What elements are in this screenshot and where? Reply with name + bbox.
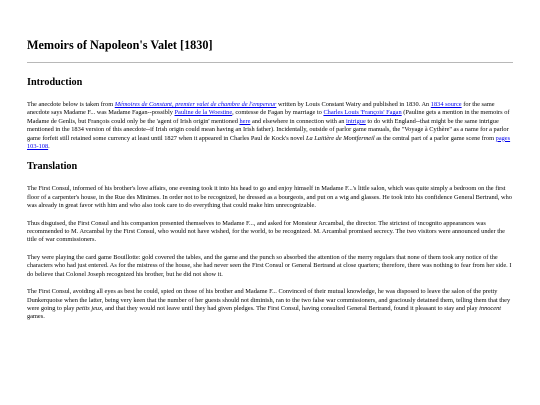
p4-text-c: games.	[27, 313, 45, 321]
p4-text-b: , and that they would not leave until they had given pledges. The First Consul, having consulted General Bertrand, found it pleasant to stay and play	[101, 304, 480, 312]
memoires-link-text: Mémoires de Constant, premier valet de chambre de l'empereur	[114, 101, 277, 108]
translation-paragraph-2: Thus disguised, the First Consul and his companion presented themselves to Madame F..., and asked for Monsieur Arcambal, the director. The strictest of incognito appearances was recommended to M. Arcambal by the First Consul, who would not have wished, for the world, to be recognized. M. Arcambal promised secrecy. The two visitors were announced under the title of war commissioners.	[27, 219, 505, 244]
laitiere-title: La Laitière de Montfermeil	[305, 134, 375, 142]
source-1834-link[interactable]: 1834 source	[430, 101, 462, 108]
introduction-paragraph	[27, 101, 513, 151]
charles-fagan-link[interactable]: Charles Louis 'François' Fagan	[323, 109, 402, 117]
translation-paragraph-3: They were playing the card game Bouillotte: gold covered the tables, and the game and the punch so absorbed the attention of the merry regulars that none of them took any notice of the characters who had just entered. As for the mistress of the house, she had never seen the First Consul or General Bertrand at close quarters; therefore, there was nothing to fear from her side. I do believe that Colonel Joseph recognized his brother, but he did not show it.	[27, 253, 512, 278]
translation-paragraph-4	[27, 288, 513, 322]
title-divider	[27, 62, 513, 63]
introduction-heading: Introduction	[27, 77, 83, 88]
page-title: Memoirs of Napoleon's Valet [1830]	[27, 38, 213, 52]
intrigue-link[interactable]: intrigue	[346, 117, 366, 125]
translation-heading: Translation	[27, 161, 78, 173]
intro-text-9: .	[48, 143, 50, 151]
petits-jeux-text: petits jeux	[75, 304, 102, 312]
intro-text-7: to do with England--that might be the same intrigue mentioned in the 1834 version of this anecdote--if Irish origin could mean having an Irish father). Incidentally, outside of parlor game manuals, the "Voyage à Cythère" as a name for a parlor game forfeit still retained some currency at least until 1827 when it appeared in Charles Paul de Kock's novel	[27, 117, 509, 142]
intro-text-8: as the central part of a parlor game scene from	[374, 134, 496, 142]
pages-link[interactable]: pages 103-108	[27, 134, 511, 151]
intro-text-6: and elsewhere in connection with an	[250, 117, 347, 125]
here-link[interactable]: here	[239, 117, 251, 125]
intro-text-4: , comtesse de Fagan by marriage to	[232, 109, 324, 117]
intro-text-5: (Pauline gets a mention in the memoirs of Madame de Genlis, but François could only be the 'agent of Irish origin' mentioned	[27, 109, 510, 125]
intro-text-3: for the same anecdote says Madame F... was Madame Fagan--possibly	[27, 101, 495, 117]
innocent-text: innocent	[479, 304, 502, 312]
intro-text-1: The anecdote below is taken from	[27, 101, 115, 108]
intro-text-2: written by Louis Constant Wairy and published in 1830. An	[276, 101, 431, 108]
translation-paragraph-1: The First Consul, informed of his brother's love affairs, one evening took it into his head to go and enjoy himself in Madame F...'s little salon, which was quite simply a bedroom on the first floor of a carpenter's house, in the Rue des Minimes. In order not to be recognized, he dressed as a bourgeois, and put on a wig and glasses. He took into his confidence General Bertrand, who was already in great favor with him and who also took care to do everything that could make him unrecognizable.	[27, 185, 512, 210]
memoires-link[interactable]	[115, 101, 277, 108]
pauline-link[interactable]: Pauline de la Woestine	[174, 109, 233, 117]
p4-text-a: The First Consul, avoiding all eyes as best he could, spied on those of his brother and Madame F... Convinced of their mutual knowledge, he was disposed to leave the salon of the pretty Dunkerquoise when the latter, being very keen that the number of her guests should not diminish, ran to the two false war commissioners, and graciously detained them, telling them that they were going to play	[27, 288, 511, 312]
